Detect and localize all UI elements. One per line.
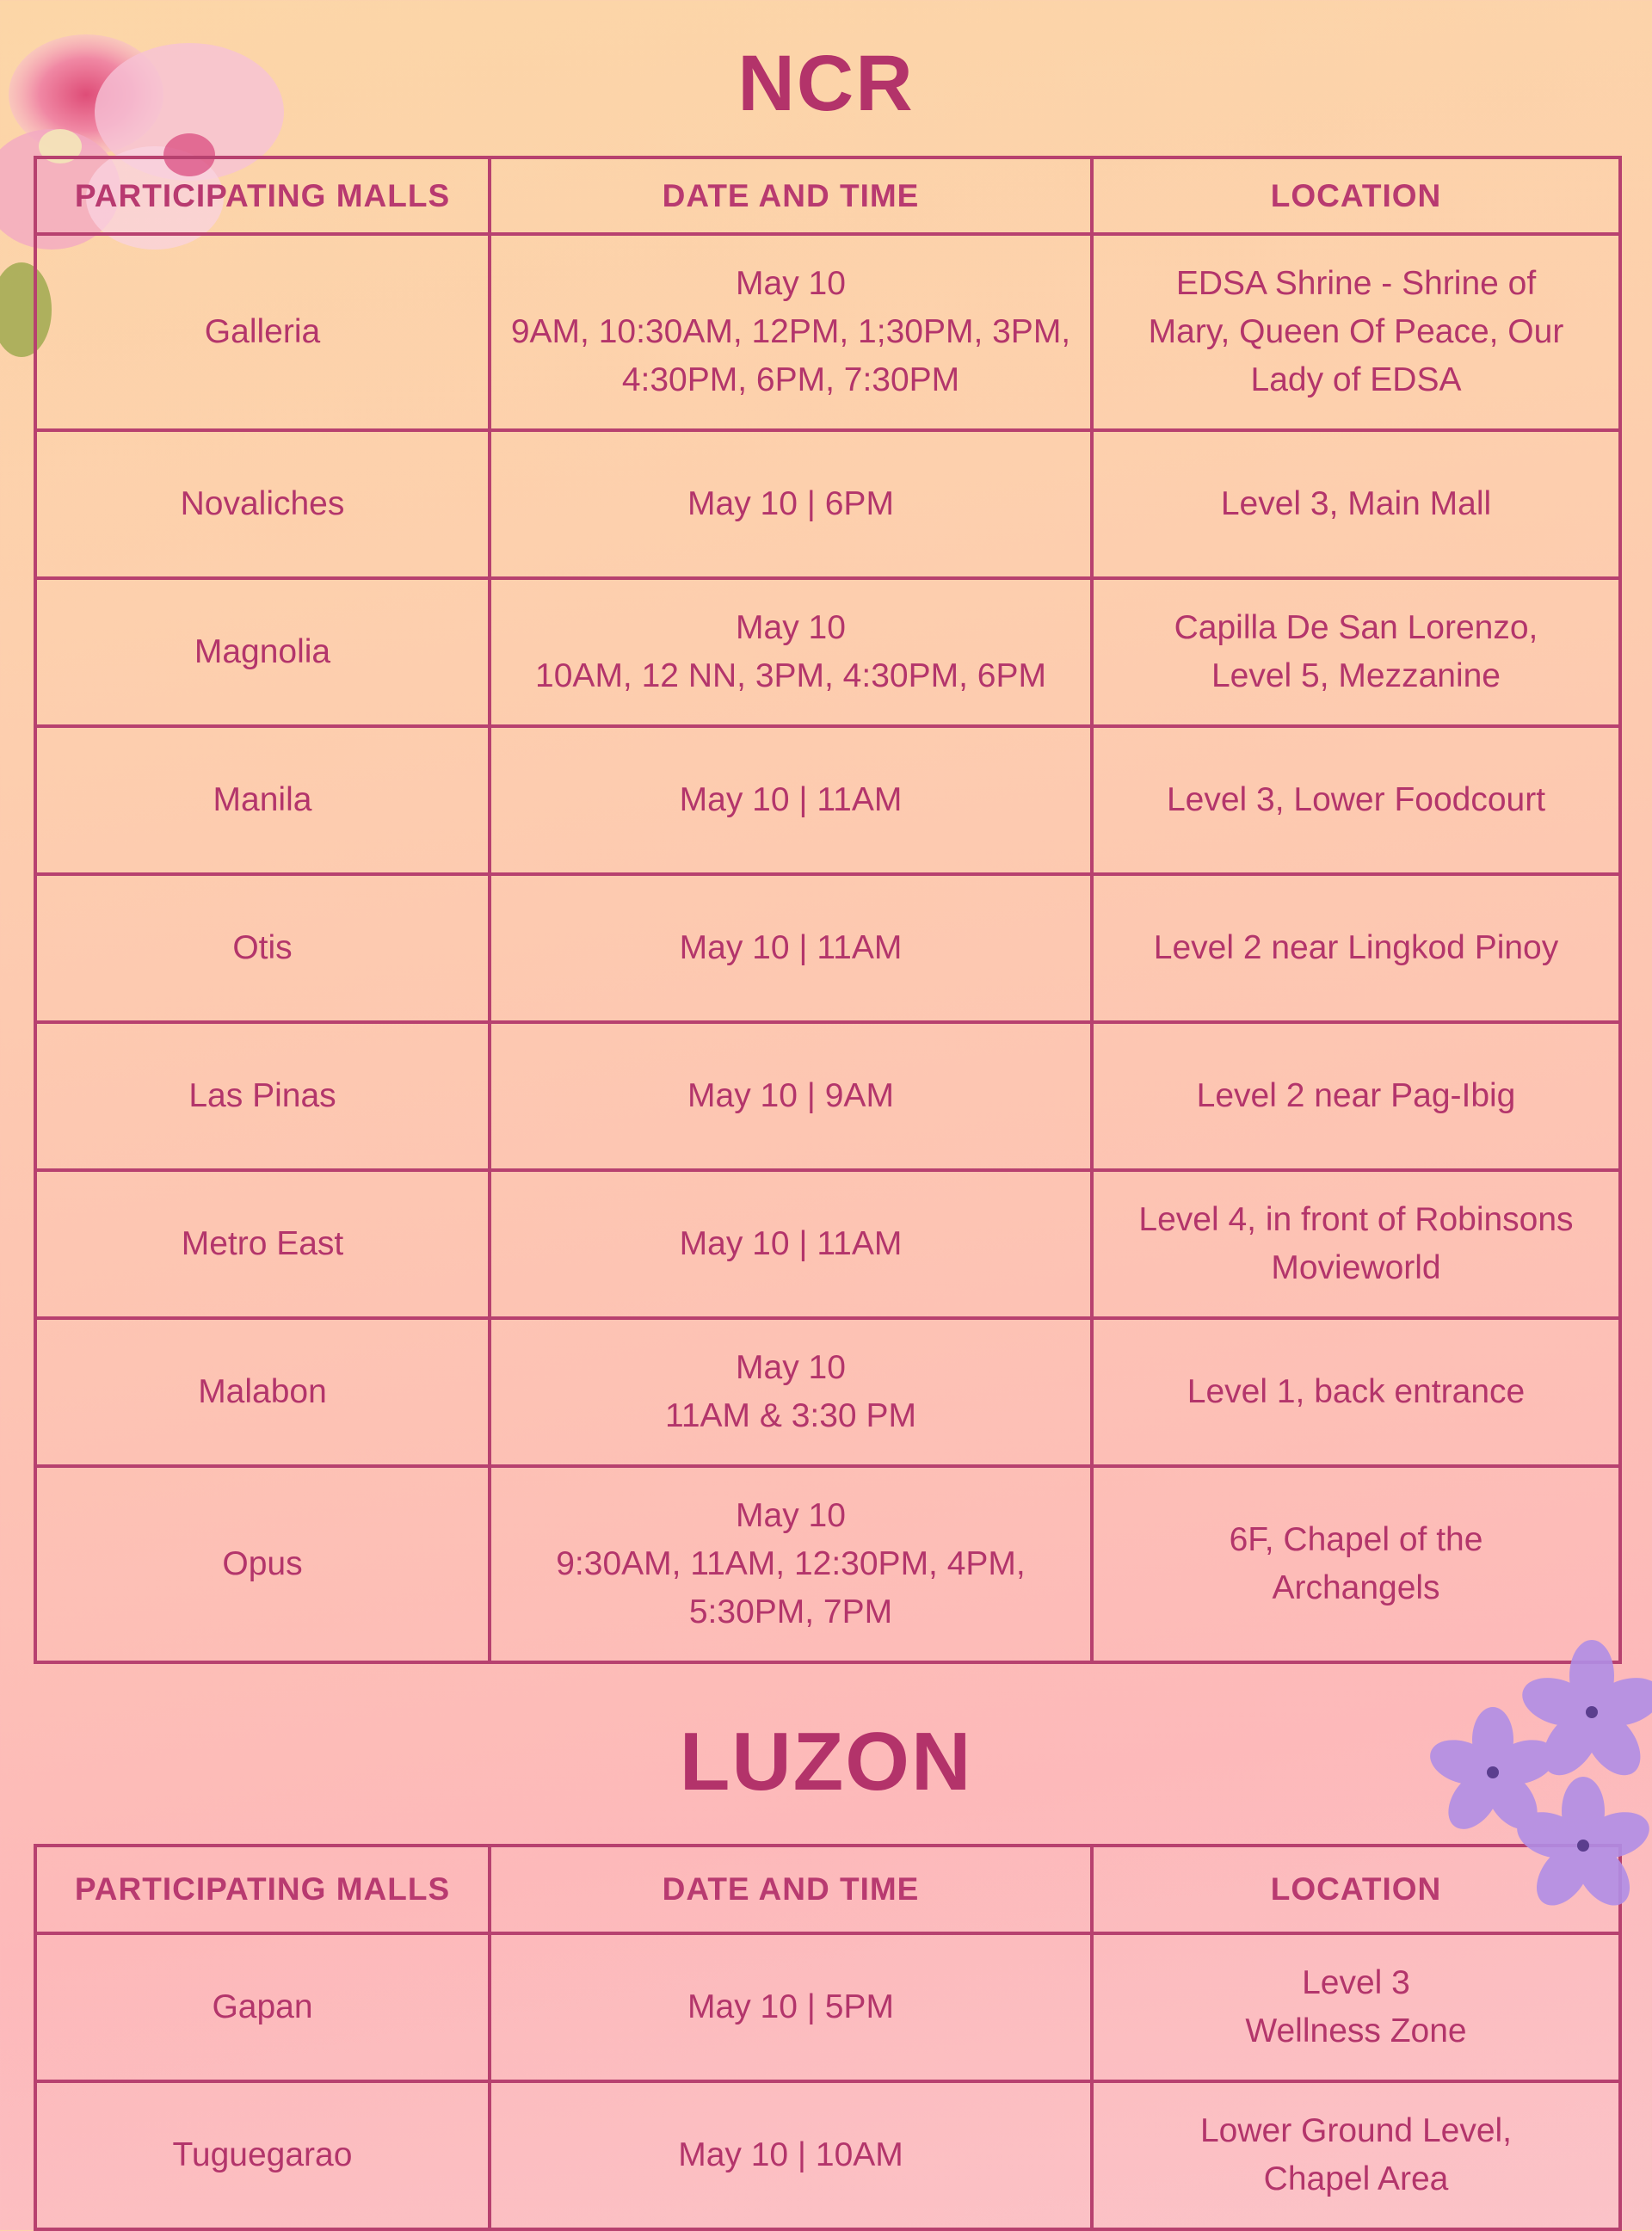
table-row [35, 1933, 1620, 2081]
date-time-line: 10AM, 12 NN, 3PM, 4:30PM, 6PM [535, 657, 1046, 694]
location-cell [1092, 234, 1620, 430]
location-line: Capilla De San Lorenzo, [1174, 609, 1538, 646]
ncr-section-title: NCR [737, 40, 915, 127]
mall-name: Novaliches [35, 430, 490, 578]
table-row [35, 874, 1620, 1022]
date-time-cell [490, 430, 1092, 578]
date-time-line: 5:30PM, 7PM [688, 1593, 893, 1630]
location-line: Mary, Queen Of Peace, Our [1148, 313, 1564, 350]
date-time-line: May 10 | 11AM [679, 1225, 903, 1262]
location-line: Level 2 near Pag-Ibig [1196, 1077, 1516, 1114]
table-row [35, 578, 1620, 726]
date-time-cell [490, 1170, 1092, 1318]
date-time-line: May 10 [736, 609, 846, 646]
mall-name: Malabon [35, 1318, 490, 1466]
location-line: Level 4, in front of Robinsons [1138, 1201, 1574, 1238]
location-cell [1092, 726, 1620, 874]
header-participating-malls: PARTICIPATING MALLS [35, 1846, 490, 1933]
location-line: Level 3 [1302, 1964, 1410, 2001]
mall-name: Tuguegarao [35, 2081, 490, 2229]
location-line: Lady of EDSA [1250, 361, 1462, 398]
location-line: Level 5, Mezzanine [1211, 657, 1501, 694]
date-time-cell [490, 874, 1092, 1022]
mall-name: Las Pinas [35, 1022, 490, 1170]
date-time-cell [490, 1933, 1092, 2081]
header-location: LOCATION [1092, 157, 1620, 234]
purple-flower-icon [1411, 1630, 1652, 1940]
date-time-line: 11AM & 3:30 PM [665, 1397, 916, 1434]
date-time-cell [490, 1466, 1092, 1662]
date-time-cell [490, 1022, 1092, 1170]
date-time-line: May 10 | 5PM [687, 1988, 894, 2025]
table-row [35, 2081, 1620, 2229]
location-cell [1092, 1933, 1620, 2081]
header-date-and-time: DATE AND TIME [490, 157, 1092, 234]
date-time-cell [490, 2081, 1092, 2229]
location-cell [1092, 874, 1620, 1022]
date-time-line: May 10 | 11AM [679, 781, 903, 818]
ncr-header-row [35, 157, 1620, 234]
location-cell [1092, 578, 1620, 726]
mall-name: Otis [35, 874, 490, 1022]
location-line: 6F, Chapel of the [1229, 1521, 1483, 1558]
luzon-section-title: LUZON [679, 1716, 973, 1808]
mall-name: Manila [35, 726, 490, 874]
mall-name: Magnolia [35, 578, 490, 726]
header-location: LOCATION [1092, 1846, 1620, 1933]
table-row [35, 1170, 1620, 1318]
location-line: Level 1, back entrance [1187, 1373, 1526, 1410]
date-time-line: 4:30PM, 6PM, 7:30PM [621, 361, 960, 398]
date-time-line: 9:30AM, 11AM, 12:30PM, 4PM, [556, 1545, 1026, 1582]
date-time-cell [490, 578, 1092, 726]
date-time-cell [490, 1318, 1092, 1466]
table-row [35, 726, 1620, 874]
location-line: Level 3, Lower Foodcourt [1166, 781, 1546, 818]
location-cell [1092, 2081, 1620, 2229]
location-cell [1092, 1170, 1620, 1318]
date-time-line: May 10 | 9AM [687, 1077, 894, 1114]
mall-name: Metro East [35, 1170, 490, 1318]
location-line: Archangels [1272, 1569, 1440, 1606]
table-row [35, 1022, 1620, 1170]
location-cell [1092, 1022, 1620, 1170]
location-cell [1092, 430, 1620, 578]
date-time-cell [490, 234, 1092, 430]
date-time-line: 9AM, 10:30AM, 12PM, 1;30PM, 3PM, [510, 313, 1071, 350]
table-row [35, 1318, 1620, 1466]
mall-name: Gapan [35, 1933, 490, 2081]
date-time-line: May 10 | 6PM [687, 485, 894, 522]
location-line: Level 3, Main Mall [1220, 485, 1492, 522]
date-time-line: May 10 | 11AM [679, 929, 903, 966]
date-time-cell [490, 726, 1092, 874]
table-row [35, 430, 1620, 578]
mall-name: Opus [35, 1466, 490, 1662]
location-line: Movieworld [1271, 1249, 1441, 1286]
luzon-schedule-table [34, 1844, 1622, 2231]
date-time-line: May 10 [736, 1497, 846, 1534]
date-time-line: May 10 | 10AM [678, 2136, 903, 2173]
table-row [35, 1466, 1620, 1662]
mall-name: Galleria [35, 234, 490, 430]
date-time-line: May 10 [736, 1349, 846, 1386]
header-participating-malls: PARTICIPATING MALLS [35, 157, 490, 234]
location-line: Wellness Zone [1245, 2012, 1467, 2049]
ncr-schedule-table [34, 156, 1622, 1664]
luzon-header-row [35, 1846, 1620, 1933]
location-line: Chapel Area [1263, 2160, 1449, 2197]
location-line: Lower Ground Level, [1199, 2112, 1513, 2149]
location-line: EDSA Shrine - Shrine of [1175, 265, 1537, 302]
table-row [35, 234, 1620, 430]
location-line: Level 2 near Lingkod Pinoy [1153, 929, 1559, 966]
location-cell [1092, 1318, 1620, 1466]
date-time-line: May 10 [736, 265, 846, 302]
header-date-and-time: DATE AND TIME [490, 1846, 1092, 1933]
